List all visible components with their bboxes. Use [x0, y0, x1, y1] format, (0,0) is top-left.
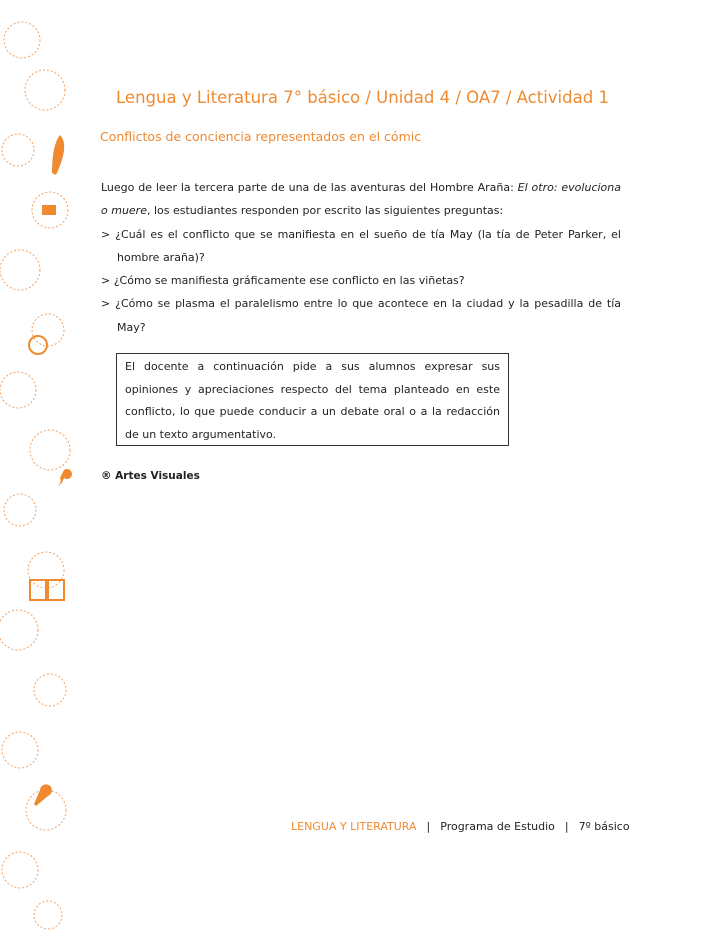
- speech-bubble-icon: [29, 336, 47, 354]
- comma-icon: [58, 469, 72, 486]
- intro-text-end: , los estudiantes responden por escrito las siguientes preguntas:: [146, 204, 504, 218]
- intro-paragraph: [101, 176, 621, 223]
- decorative-swirl-border: [0, 0, 75, 932]
- artes-visuales-link[interactable]: ® Artes Visuales: [101, 470, 200, 482]
- microphone-icon: [34, 784, 52, 806]
- page-title: Lengua y Literatura 7° básico / Unidad 4 / OA7 / Actividad 1: [116, 88, 609, 107]
- inkwell-icon: [42, 205, 56, 215]
- footer-subject: LENGUA Y LITERATURA: [291, 820, 417, 833]
- footer-grade: 7º básico: [578, 820, 630, 833]
- activity-subtitle: Conflictos de conciencia representados en el cómic: [100, 129, 422, 144]
- question-1: > ¿Cuál es el conflicto que se manifiesta en el sueño de tía May (la tía de Peter Parker, el hombre araña)?: [101, 227, 621, 264]
- footer-separator: |: [426, 820, 431, 833]
- question-3: > ¿Cómo se plasma el paralelismo entre lo que acontece en la ciudad y la pesadilla de tía May?: [101, 297, 621, 334]
- activity-body: [101, 176, 621, 339]
- comic-title: El otro: evoluciona o muere: [101, 181, 621, 218]
- question-2: > ¿Cómo se manifiesta gráficamente ese conflicto en las viñetas?: [101, 274, 465, 288]
- intro-text: Luego de leer la tercera parte de una de las aventuras del Hombre Araña:: [101, 181, 518, 194]
- footer-program: Programa de Estudio: [440, 820, 555, 833]
- book-icon: [30, 580, 64, 600]
- footer-separator: |: [564, 820, 569, 833]
- teacher-note-box: El docente a continuación pide a sus alumnos expresar sus opiniones y apreciaciones respecto del tema planteado en este conflicto, lo que puede conducir a un debate oral o a la redacción de un texto argumentativo.: [116, 353, 509, 446]
- footer: [291, 820, 630, 833]
- feather-icon: [52, 135, 64, 175]
